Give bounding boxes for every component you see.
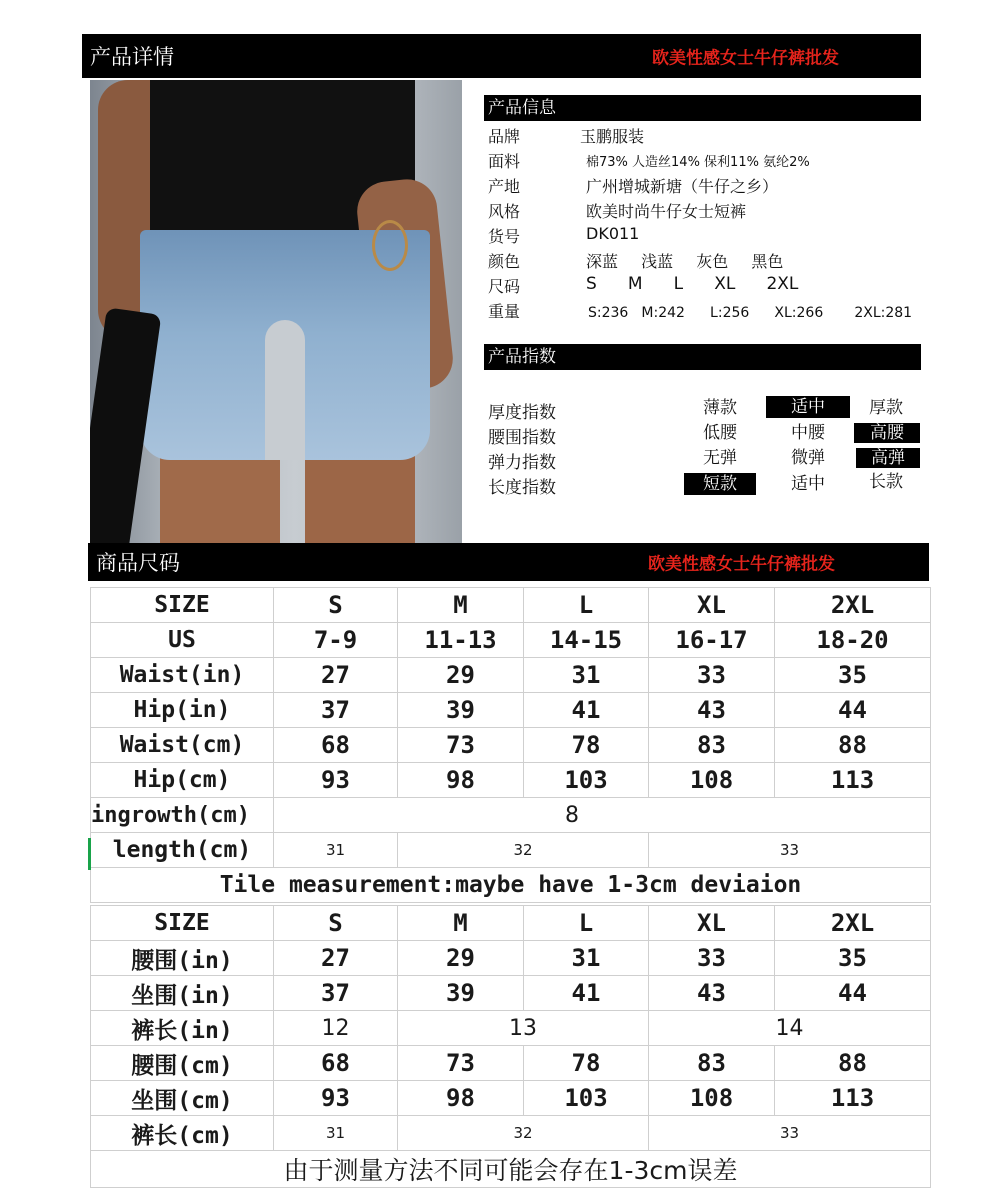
table-cell: 103: [524, 1081, 649, 1116]
measurement-note: Tile measurement:maybe have 1-3cm deviaion: [91, 868, 931, 903]
table-cell: 37: [274, 693, 398, 728]
table-cell: 83: [649, 1046, 775, 1081]
table-cell: 33: [649, 1116, 931, 1151]
index-label-waist: 腰围指数: [488, 428, 556, 448]
weight-value: L:256: [710, 305, 750, 321]
table-row-length: [91, 833, 931, 868]
product-info-header: 产品信息: [484, 95, 921, 121]
info-value-item-no: DK011: [586, 224, 640, 243]
table-cell: 2XL: [775, 906, 931, 941]
info-value-style: 欧美时尚牛仔女士短裤: [586, 202, 747, 221]
table-cell: 33: [649, 658, 775, 693]
table-cell: 16-17: [649, 623, 775, 658]
table-cell: 98: [398, 1081, 524, 1116]
table-cell: 39: [398, 976, 524, 1011]
stretch-high-selected: 高弹: [856, 448, 920, 468]
info-value-fabric: 棉73% 人造丝14% 保利11% 氨纶2%: [586, 155, 810, 170]
product-details-bar: [82, 34, 921, 78]
table-row-inseam-in: [91, 1011, 931, 1046]
table-cell: 78: [524, 1046, 649, 1081]
table-cell: 27: [274, 941, 398, 976]
stretch-slight: 微弹: [791, 448, 825, 468]
table-cell: 103: [524, 763, 649, 798]
table-cell: 33: [649, 941, 775, 976]
table-row: [91, 906, 931, 941]
size-option: M: [627, 274, 643, 294]
size-option: L: [673, 274, 684, 294]
weight-value: S:236: [588, 305, 629, 321]
waist-mid: 中腰: [791, 423, 825, 443]
table-cell: 35: [775, 941, 931, 976]
info-size-list: [586, 274, 824, 294]
info-label-fabric: 面料: [488, 152, 521, 171]
length-short-selected: 短款: [684, 473, 756, 495]
table-cell: 98: [398, 763, 524, 798]
table-cell: 14: [649, 1011, 931, 1046]
table-row: [91, 976, 931, 1011]
waist-high-selected: 高腰: [854, 423, 920, 443]
table-cell: 73: [398, 1046, 524, 1081]
product-details-tagline: 欧美性感女士牛仔裤批发: [652, 48, 839, 69]
green-marker: [88, 838, 91, 870]
table-cell: 41: [524, 976, 649, 1011]
table-cell: 44: [775, 693, 931, 728]
color-option: 浅蓝: [641, 252, 674, 271]
table-cell: L: [524, 588, 649, 623]
table-cell: S: [274, 588, 398, 623]
table-cell: 32: [398, 1116, 649, 1151]
product-photo: [90, 80, 462, 543]
table-cell: 坐围(cm): [91, 1081, 274, 1116]
table-cell: 113: [775, 763, 931, 798]
size-chart-title: 商品尺码: [96, 551, 180, 575]
table-cell: S: [274, 906, 398, 941]
thickness-thick: 厚款: [869, 398, 903, 418]
weight-value: M:242: [641, 305, 685, 321]
table-row: [91, 588, 931, 623]
table-row: [91, 658, 931, 693]
info-label-size: 尺码: [488, 277, 521, 296]
info-value-origin: 广州增城新塘（牛仔之乡）: [586, 177, 779, 196]
table-cell: 33: [649, 833, 931, 868]
table-row: [91, 763, 931, 798]
table-cell: 18-20: [775, 623, 931, 658]
index-label-length: 长度指数: [488, 478, 556, 498]
photo-leg-right: [305, 450, 415, 543]
table-cell: 31: [274, 1116, 398, 1151]
table-cell: 31: [524, 941, 649, 976]
table-cell: ingrowth(cm): [91, 798, 274, 833]
table-cell: 裤长(cm): [91, 1116, 274, 1151]
thickness-medium-selected: 适中: [766, 396, 850, 418]
table-cell: 73: [398, 728, 524, 763]
info-weight-list: [588, 302, 940, 321]
index-label-thickness: 厚度指数: [488, 403, 556, 423]
table-cell: XL: [649, 906, 775, 941]
table-cell: Waist(in): [91, 658, 274, 693]
table-cell: 27: [274, 658, 398, 693]
size-table-chinese: [90, 905, 931, 1188]
table-cell: 83: [649, 728, 775, 763]
table-cell: 11-13: [398, 623, 524, 658]
info-label-item-no: 货号: [488, 227, 521, 246]
color-option: 黑色: [751, 252, 784, 271]
photo-leg-gap: [265, 320, 305, 460]
table-cell: 裤长(in): [91, 1011, 274, 1046]
table-cell: US: [91, 623, 274, 658]
table-cell: Hip(in): [91, 693, 274, 728]
table-cell: 腰围(in): [91, 941, 274, 976]
info-label-style: 风格: [488, 202, 521, 221]
size-option: S: [586, 274, 597, 294]
info-color-list: [586, 249, 801, 272]
product-index-header: 产品指数: [484, 344, 921, 370]
product-details-title: 产品详情: [90, 45, 174, 69]
waist-low: 低腰: [703, 423, 737, 443]
length-medium: 适中: [791, 474, 825, 494]
table-row: [91, 693, 931, 728]
table-row-note: [91, 868, 931, 903]
table-cell: 43: [649, 693, 775, 728]
table-cell: 68: [274, 728, 398, 763]
table-cell: 108: [649, 763, 775, 798]
table-cell: 113: [775, 1081, 931, 1116]
table-cell: 93: [274, 763, 398, 798]
table-cell: length(cm): [91, 833, 274, 868]
table-row: [91, 623, 931, 658]
size-option: 2XL: [766, 274, 799, 294]
table-cell: 8: [274, 798, 931, 833]
table-cell: 14-15: [524, 623, 649, 658]
size-option: XL: [714, 274, 736, 294]
measurement-note-cn: 由于测量方法不同可能会存在1-3cm误差: [91, 1151, 931, 1188]
table-cell: M: [398, 906, 524, 941]
table-cell: SIZE: [91, 588, 274, 623]
size-chart-bar: [88, 543, 929, 581]
table-cell: 13: [398, 1011, 649, 1046]
info-value-brand: 玉鹏服装: [580, 127, 645, 146]
index-label-stretch: 弹力指数: [488, 453, 556, 473]
color-option: 深蓝: [586, 252, 619, 271]
thickness-thin: 薄款: [703, 398, 737, 418]
table-cell: 37: [274, 976, 398, 1011]
table-cell: 腰围(cm): [91, 1046, 274, 1081]
table-cell: 2XL: [775, 588, 931, 623]
size-chart-tagline: 欧美性感女士牛仔裤批发: [648, 554, 835, 575]
table-cell: 35: [775, 658, 931, 693]
length-long: 长款: [869, 472, 903, 492]
table-cell: 44: [775, 976, 931, 1011]
table-cell: 43: [649, 976, 775, 1011]
table-cell: 78: [524, 728, 649, 763]
table-cell: 7-9: [274, 623, 398, 658]
info-label-origin: 产地: [488, 177, 521, 196]
info-label-brand: 品牌: [488, 127, 521, 146]
size-table-english: [90, 587, 931, 903]
table-cell: 93: [274, 1081, 398, 1116]
table-cell: 39: [398, 693, 524, 728]
table-cell: 12: [274, 1011, 398, 1046]
table-row-ingrowth: [91, 798, 931, 833]
table-row: [91, 728, 931, 763]
table-cell: Hip(cm): [91, 763, 274, 798]
info-label-color: 颜色: [488, 252, 521, 271]
table-row-inseam-cm: [91, 1116, 931, 1151]
table-cell: Waist(cm): [91, 728, 274, 763]
stretch-none: 无弹: [703, 448, 737, 468]
table-cell: 108: [649, 1081, 775, 1116]
weight-value: XL:266: [774, 305, 824, 321]
table-row: [91, 1046, 931, 1081]
table-cell: M: [398, 588, 524, 623]
table-cell: L: [524, 906, 649, 941]
table-cell: 31: [274, 833, 398, 868]
table-cell: SIZE: [91, 906, 274, 941]
table-cell: 41: [524, 693, 649, 728]
weight-value: 2XL:281: [854, 305, 913, 321]
color-option: 灰色: [696, 252, 729, 271]
table-cell: 68: [274, 1046, 398, 1081]
table-cell: 88: [775, 728, 931, 763]
info-label-weight: 重量: [488, 302, 521, 321]
table-cell: 31: [524, 658, 649, 693]
table-cell: 坐围(in): [91, 976, 274, 1011]
table-cell: 88: [775, 1046, 931, 1081]
table-cell: 32: [398, 833, 649, 868]
table-cell: XL: [649, 588, 775, 623]
table-cell: 29: [398, 941, 524, 976]
table-row: [91, 1081, 931, 1116]
table-row-note: [91, 1151, 931, 1188]
photo-bracelet: [372, 220, 408, 271]
photo-leg-left: [160, 450, 280, 543]
table-row: [91, 941, 931, 976]
table-cell: 29: [398, 658, 524, 693]
